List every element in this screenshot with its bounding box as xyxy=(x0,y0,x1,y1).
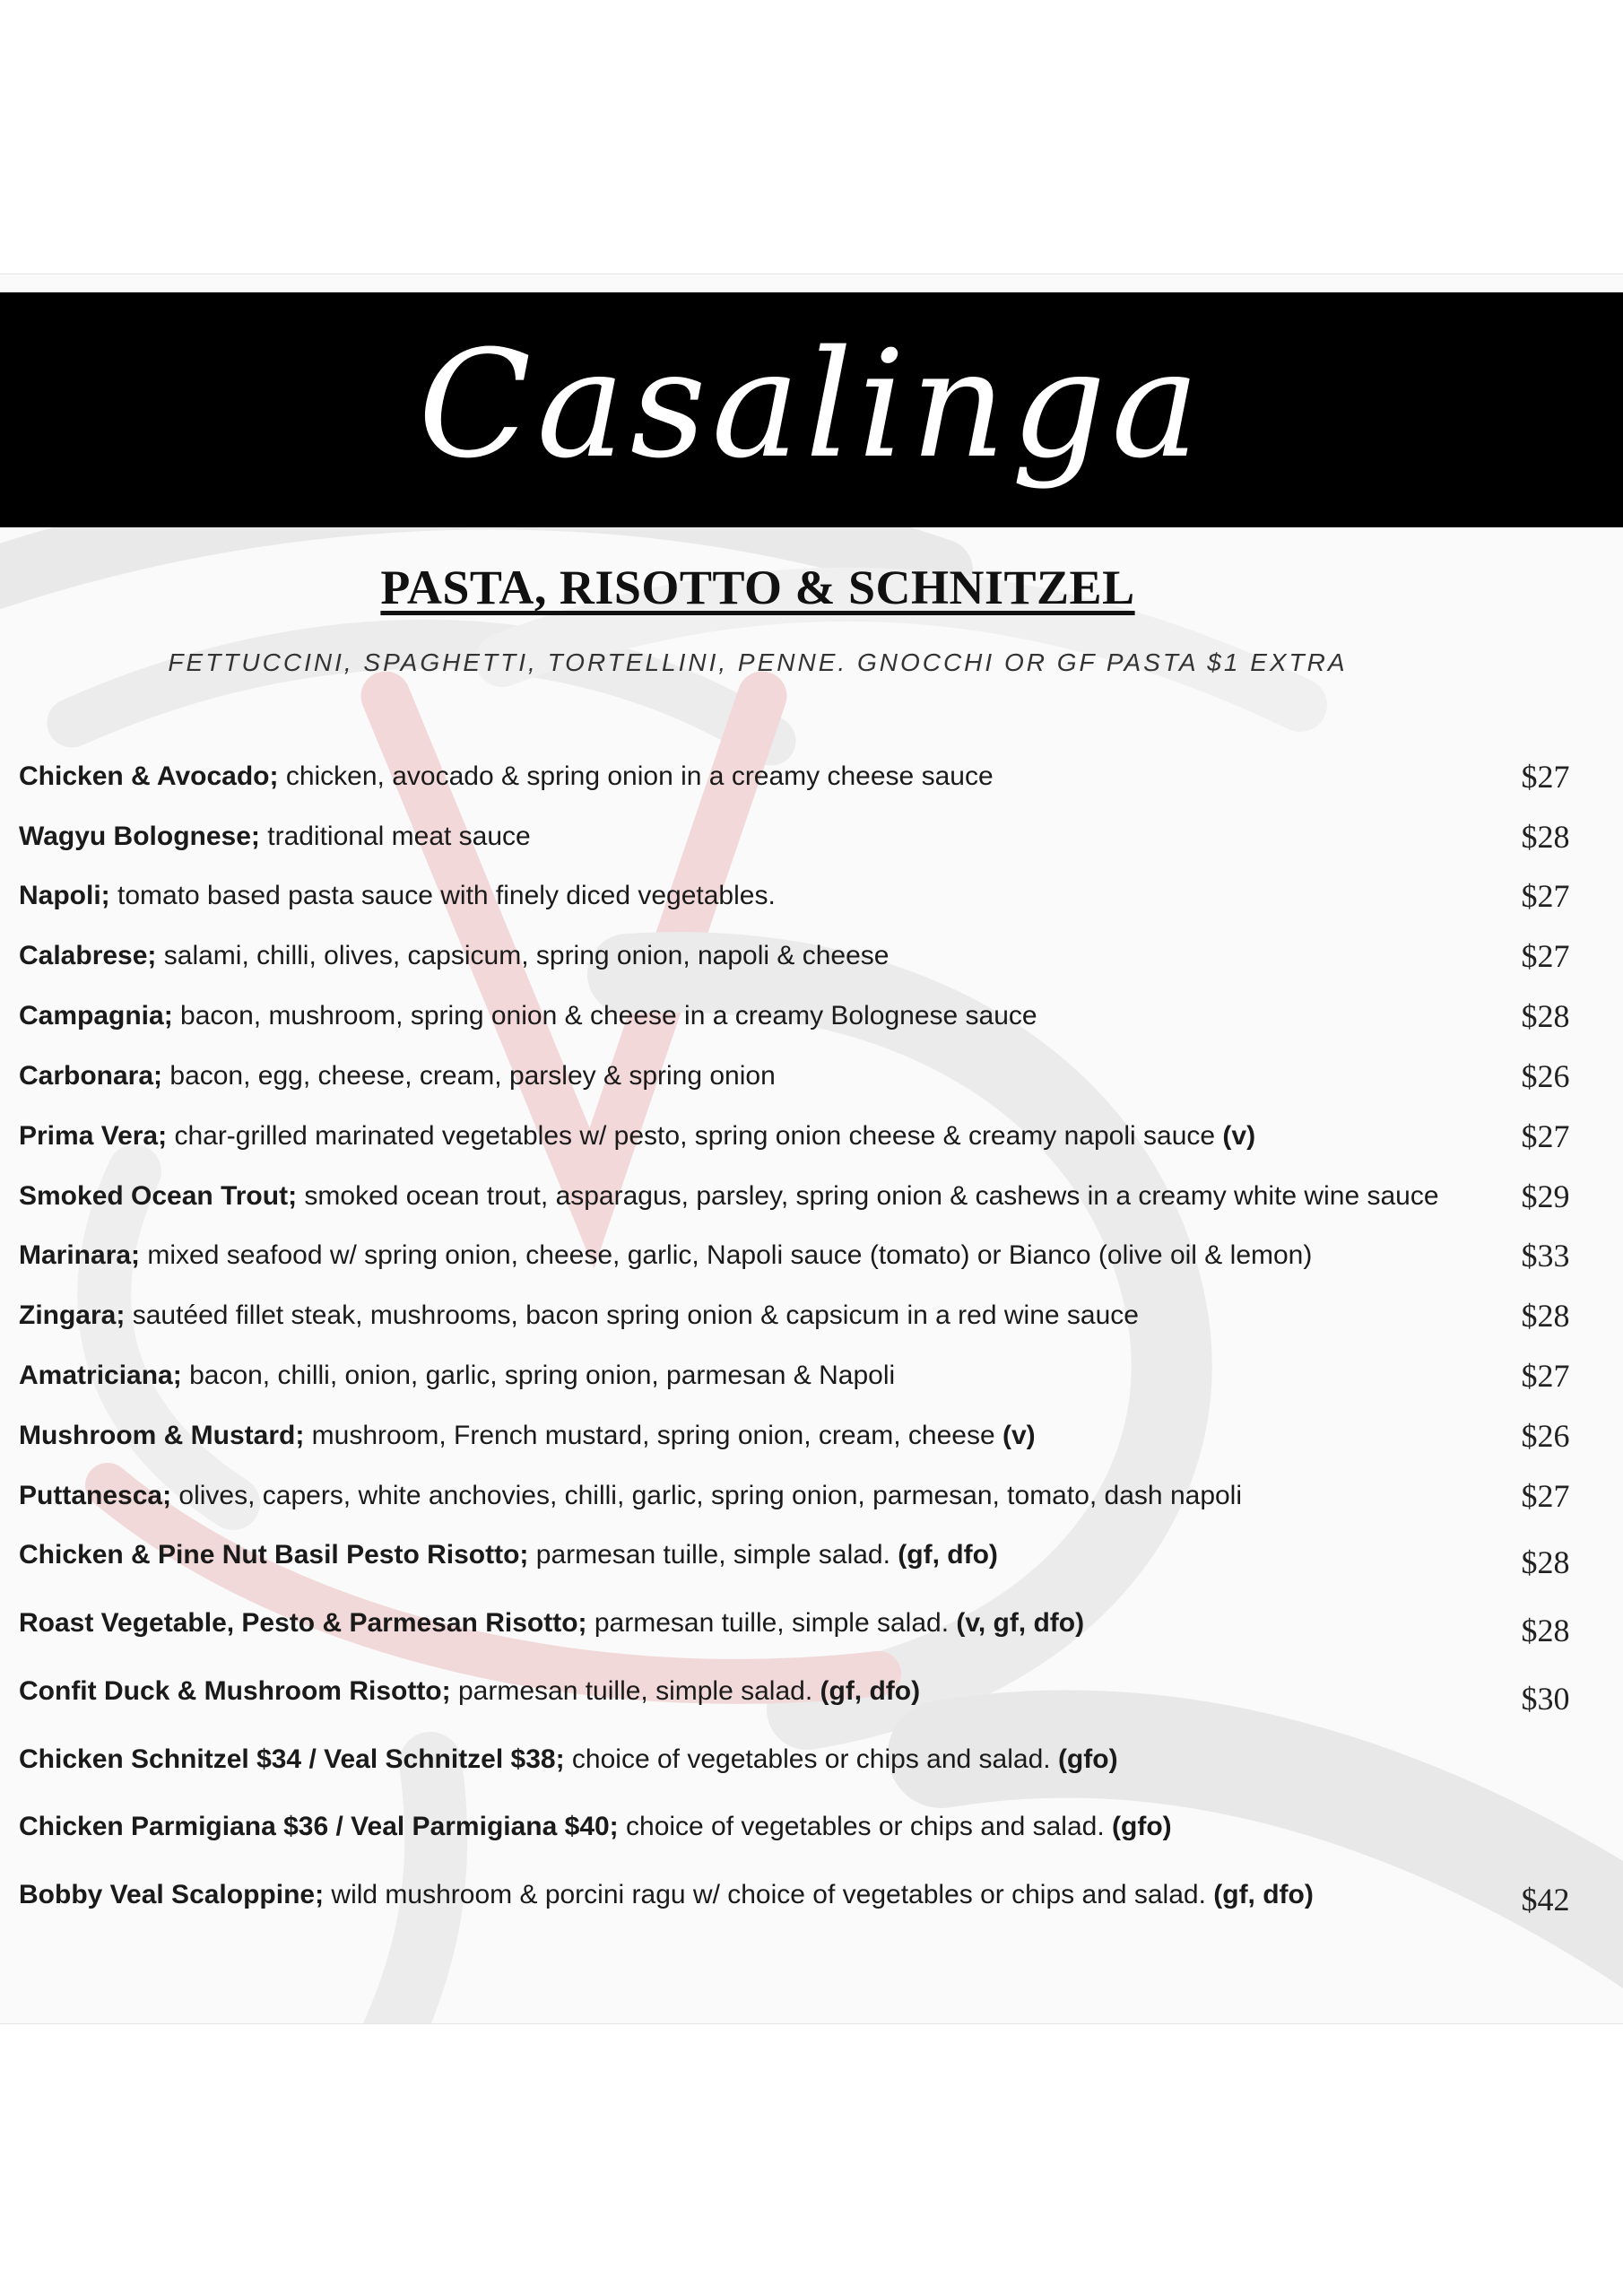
menu-item-name: Marinara; xyxy=(19,1240,141,1270)
menu-item-text xyxy=(19,1669,1507,1714)
menu-item-price: $42 xyxy=(1521,1882,1570,1918)
menu-item-name: Campagnia; xyxy=(19,1001,173,1031)
menu-item-tag: (gfo) xyxy=(1112,1812,1172,1841)
menu-item xyxy=(19,874,1597,918)
menu-item-price: $28 xyxy=(1521,819,1570,855)
menu-item-description: bacon, chilli, onion, garlic, spring onion, parmesan & Napoli xyxy=(181,1361,896,1390)
menu-item xyxy=(19,1533,1597,1578)
menu-item-tag: (v) xyxy=(1222,1121,1256,1151)
menu-item xyxy=(19,1413,1597,1458)
menu-item-name: Roast Vegetable, Pesto & Parmesan Risotto; xyxy=(19,1608,587,1638)
menu-item-name: Confit Duck & Mushroom Risotto; xyxy=(19,1676,451,1706)
menu-item-text xyxy=(19,1873,1507,1918)
menu-item xyxy=(19,1174,1597,1219)
menu-item-price: $27 xyxy=(1521,878,1570,914)
menu-item xyxy=(19,754,1597,799)
section-title: PASTA, RISOTTO & SCHNITZEL xyxy=(380,561,1135,614)
menu-item-name: Chicken & Pine Nut Basil Pesto Risotto; xyxy=(19,1540,529,1570)
menu-item-price: $27 xyxy=(1521,759,1570,795)
menu-item-name: Calabrese; xyxy=(19,941,157,970)
menu-item xyxy=(19,1669,1597,1717)
menu-item-name: Mushroom & Mustard; xyxy=(19,1421,305,1450)
menu-item xyxy=(19,1353,1597,1398)
menu-item-tag: (v, gf, dfo) xyxy=(956,1608,1085,1638)
menu-item-text xyxy=(19,1174,1507,1219)
menu-item-description: wild mushroom & porcini ragu w/ choice of vegetables or chips and salad. xyxy=(324,1880,1214,1909)
menu-item-description: parmesan tuille, simple salad. xyxy=(450,1676,820,1706)
menu-item-text xyxy=(19,814,1507,859)
menu-item-description: smoked ocean trout, asparagus, parsley, spring onion & cashews in a creamy white wine sauce xyxy=(297,1181,1439,1211)
menu-item xyxy=(19,1474,1597,1518)
menu-item-text xyxy=(19,1054,1507,1099)
menu-item xyxy=(19,994,1597,1039)
menu-item-description: mixed seafood w/ spring onion, cheese, garlic, Napoli sauce (tomato) or Bianco (olive oil & lemon) xyxy=(140,1240,1313,1270)
menu-item xyxy=(19,1054,1597,1099)
menu-item-text xyxy=(19,1114,1507,1159)
menu-item-text xyxy=(19,994,1507,1039)
menu-item-price: $28 xyxy=(1521,998,1570,1034)
menu-item-text xyxy=(19,1233,1507,1278)
menu-item-description: mushroom, French mustard, spring onion, cream, cheese xyxy=(304,1421,1002,1450)
menu-item-description: parmesan tuille, simple salad. xyxy=(528,1540,898,1570)
menu-item-price: $30 xyxy=(1521,1681,1570,1717)
menu-item-name: Napoli; xyxy=(19,881,110,910)
section-subtitle: FETTUCCINI, SPAGHETTI, TORTELLINI, PENNE. GNOCCHI OR GF PASTA $1 EXTRA xyxy=(168,648,1348,676)
menu-item-text xyxy=(19,1533,1507,1578)
menu-item-price: $27 xyxy=(1521,1358,1570,1394)
menu-item-tag: (v) xyxy=(1002,1421,1036,1450)
menu-item-name: Puttanesca; xyxy=(19,1481,172,1510)
menu-item-description: bacon, egg, cheese, cream, parsley & spring onion xyxy=(162,1061,776,1091)
menu-item-name: Chicken Parmigiana $36 / Veal Parmigiana $40; xyxy=(19,1812,619,1841)
menu-item-text xyxy=(19,1474,1507,1518)
menu-item-price: $28 xyxy=(1521,1298,1570,1334)
brand-logo: Casalinga xyxy=(418,318,1205,491)
menu-item xyxy=(19,1601,1597,1646)
menu-item-text xyxy=(19,1805,1507,1849)
menu-item xyxy=(19,814,1597,859)
menu-item-name: Smoked Ocean Trout; xyxy=(19,1181,298,1211)
menu-item-text xyxy=(19,1737,1507,1782)
menu-item xyxy=(19,1873,1597,1918)
menu-item-description: traditional meat sauce xyxy=(259,822,531,851)
menu-item-name: Zingara; xyxy=(19,1300,126,1330)
menu-item-price: $26 xyxy=(1521,1418,1570,1454)
menu-item-text xyxy=(19,934,1507,978)
brand-banner xyxy=(0,292,1623,527)
menu-item-text xyxy=(19,1601,1507,1646)
menu-item-price: $29 xyxy=(1521,1178,1570,1214)
menu-item-tag: (gf, dfo) xyxy=(820,1676,921,1706)
menu-item xyxy=(19,934,1597,978)
menu-item xyxy=(19,1293,1597,1338)
menu-item-description: salami, chilli, olives, capsicum, spring onion, napoli & cheese xyxy=(156,941,890,970)
menu-item-tag: (gf, dfo) xyxy=(898,1540,998,1570)
menu-item-text xyxy=(19,754,1507,799)
menu-item-tag: (gf, dfo) xyxy=(1213,1880,1314,1909)
menu-item-name: Amatriciana; xyxy=(19,1361,182,1390)
menu-item-price: $28 xyxy=(1521,1544,1570,1580)
menu-item-description: sautéed fillet steak, mushrooms, bacon spring onion & capsicum in a red wine sauce xyxy=(125,1300,1139,1330)
menu-item-price: $33 xyxy=(1521,1238,1570,1274)
menu-item-description: choice of vegetables or chips and salad. xyxy=(618,1812,1113,1841)
menu-item-price: $27 xyxy=(1521,1118,1570,1154)
menu-item-description: chicken, avocado & spring onion in a creamy cheese sauce xyxy=(278,761,994,791)
menu-panel xyxy=(0,274,1623,2024)
menu-item-price: $28 xyxy=(1521,1613,1570,1648)
menu-item xyxy=(19,1737,1597,1782)
menu-item-name: Wagyu Bolognese; xyxy=(19,822,260,851)
menu-item-price: $26 xyxy=(1521,1058,1570,1094)
menu-item-description: tomato based pasta sauce with finely diced vegetables. xyxy=(109,881,776,910)
menu-item-text xyxy=(19,874,1507,918)
menu-item-tag: (gfo) xyxy=(1057,1744,1118,1774)
menu-item-text xyxy=(19,1413,1507,1458)
menu-item-description: choice of vegetables or chips and salad. xyxy=(564,1744,1058,1774)
menu-item-description: bacon, mushroom, spring onion & cheese in a creamy Bolognese sauce xyxy=(172,1001,1037,1031)
menu-item-name: Carbonara; xyxy=(19,1061,163,1091)
menu-item-name: Bobby Veal Scaloppine; xyxy=(19,1880,325,1909)
menu-item-description: parmesan tuille, simple salad. xyxy=(586,1608,957,1638)
menu-item-name: Chicken Schnitzel $34 / Veal Schnitzel $38; xyxy=(19,1744,565,1774)
menu-item-description: char-grilled marinated vegetables w/ pesto, spring onion cheese & creamy napoli sauce xyxy=(167,1121,1223,1151)
menu-item-name: Chicken & Avocado; xyxy=(19,761,279,791)
menu-item xyxy=(19,1114,1597,1159)
menu-item-description: olives, capers, white anchovies, chilli, garlic, spring onion, parmesan, tomato, dash napoli xyxy=(171,1481,1243,1510)
menu-item-price: $27 xyxy=(1521,938,1570,974)
menu-item-name: Prima Vera; xyxy=(19,1121,168,1151)
menu-item-price: $27 xyxy=(1521,1478,1570,1514)
menu-item xyxy=(19,1805,1597,1849)
menu-item xyxy=(19,1233,1597,1278)
menu-item-text xyxy=(19,1353,1507,1398)
menu-item-text xyxy=(19,1293,1507,1338)
